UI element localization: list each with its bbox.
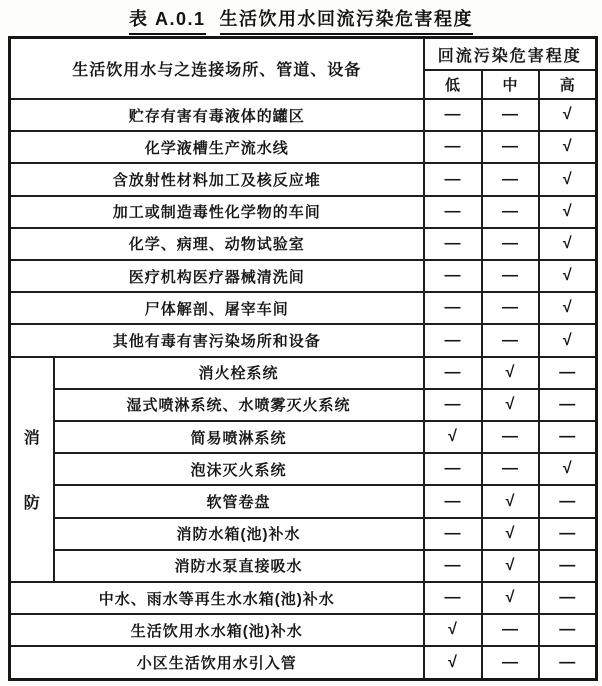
fire-group-char-1: 消 — [23, 430, 40, 448]
mark-mid: √ — [482, 485, 539, 517]
table-row — [10, 582, 597, 614]
row-label: 化学、病理、动物试验室 — [10, 228, 424, 260]
mark-mid: — — [482, 196, 539, 228]
mark-low: — — [424, 453, 482, 485]
mark-high: — — [539, 357, 597, 389]
mark-high: √ — [539, 228, 597, 260]
mark-mid: — — [482, 453, 539, 485]
mark-mid: — — [482, 131, 539, 163]
mark-low: — — [424, 99, 482, 131]
mark-low: √ — [424, 646, 482, 679]
row-label: 小区生活饮用水引入管 — [10, 646, 424, 679]
mark-low: √ — [424, 614, 482, 646]
table-row — [10, 292, 597, 324]
mark-mid: √ — [482, 582, 539, 614]
mark-mid: — — [482, 614, 539, 646]
mark-high: — — [539, 421, 597, 453]
table-row — [10, 260, 597, 292]
table-number: 表 A.0.1 — [129, 5, 206, 35]
table-row — [10, 324, 597, 356]
mark-low: — — [424, 518, 482, 550]
mark-high: √ — [539, 260, 597, 292]
mark-high: √ — [539, 196, 597, 228]
row-label: 化学液槽生产流水线 — [10, 131, 424, 163]
page-title — [0, 5, 602, 35]
row-label: 生活饮用水水箱(池)补水 — [10, 614, 424, 646]
table-row — [10, 485, 597, 517]
mark-low: — — [424, 260, 482, 292]
mark-mid: — — [482, 163, 539, 195]
fire-group-char-2: 防 — [23, 495, 40, 513]
mark-low: — — [424, 550, 482, 582]
table-row — [10, 357, 597, 389]
mark-high: — — [539, 550, 597, 582]
mark-low: — — [424, 228, 482, 260]
row-label: 消防水箱(池)补水 — [54, 518, 424, 550]
mark-high: √ — [539, 99, 597, 131]
table-row — [10, 518, 597, 550]
row-label: 湿式喷淋系统、水喷雾灭火系统 — [54, 389, 424, 421]
mark-mid: — — [482, 646, 539, 679]
mark-low: — — [424, 196, 482, 228]
row-label: 加工或制造毒性化学物的车间 — [10, 196, 424, 228]
table-row — [10, 421, 597, 453]
mark-mid: — — [482, 292, 539, 324]
mark-high: √ — [539, 131, 597, 163]
table-row — [10, 163, 597, 195]
mark-high: — — [539, 582, 597, 614]
mark-mid: — — [482, 324, 539, 356]
mark-low: — — [424, 485, 482, 517]
table-row — [10, 99, 597, 131]
row-label: 尸体解剖、屠宰车间 — [10, 292, 424, 324]
mark-low: — — [424, 163, 482, 195]
mark-low: — — [424, 324, 482, 356]
row-label: 医疗机构医疗器械清洗间 — [10, 260, 424, 292]
mark-low: — — [424, 292, 482, 324]
table-row — [10, 453, 597, 485]
mark-high: √ — [539, 163, 597, 195]
mark-high: √ — [539, 453, 597, 485]
row-label: 泡沫灭火系统 — [54, 453, 424, 485]
row-label: 含放射性材料加工及核反应堆 — [10, 163, 424, 195]
mark-high: — — [539, 614, 597, 646]
mark-mid: √ — [482, 357, 539, 389]
fire-group-stack — [11, 425, 53, 513]
header-hazard-degree: 回流污染危害程度 — [424, 38, 597, 71]
row-label: 中水、雨水等再生水水箱(池)补水 — [10, 582, 424, 614]
row-label: 消火栓系统 — [54, 357, 424, 389]
mark-high: — — [539, 485, 597, 517]
mark-mid: — — [482, 99, 539, 131]
mark-high: √ — [539, 324, 597, 356]
mark-mid: — — [482, 421, 539, 453]
mark-high: √ — [539, 292, 597, 324]
header-sub-high: 高 — [539, 70, 597, 99]
row-label: 贮存有害有毒液体的罐区 — [10, 99, 424, 131]
table-row — [10, 131, 597, 163]
table-title-text: 生活饮用水回流污染危害程度 — [220, 5, 474, 35]
row-label: 其他有毒有害污染场所和设备 — [10, 324, 424, 356]
header-sub-low: 低 — [424, 70, 482, 99]
fire-group-label — [10, 357, 54, 582]
table-row — [10, 646, 597, 679]
mark-low: — — [424, 131, 482, 163]
table-row — [10, 614, 597, 646]
table-row — [10, 196, 597, 228]
mark-low: — — [424, 389, 482, 421]
table-row — [10, 228, 597, 260]
mark-low: — — [424, 357, 482, 389]
header-row-1 — [10, 38, 597, 71]
table-row — [10, 550, 597, 582]
hazard-table — [8, 36, 598, 681]
header-main-column: 生活饮用水与之连接场所、管道、设备 — [10, 38, 424, 100]
mark-low: √ — [424, 421, 482, 453]
mark-mid: √ — [482, 389, 539, 421]
mark-low: — — [424, 582, 482, 614]
table-row — [10, 389, 597, 421]
header-sub-mid: 中 — [482, 70, 539, 99]
mark-high: — — [539, 646, 597, 679]
row-label: 简易喷淋系统 — [54, 421, 424, 453]
mark-mid: — — [482, 260, 539, 292]
mark-mid: √ — [482, 550, 539, 582]
mark-mid: — — [482, 228, 539, 260]
mark-high: — — [539, 518, 597, 550]
row-label: 软管卷盘 — [54, 485, 424, 517]
row-label: 消防水泵直接吸水 — [54, 550, 424, 582]
mark-high: — — [539, 389, 597, 421]
mark-mid: √ — [482, 518, 539, 550]
